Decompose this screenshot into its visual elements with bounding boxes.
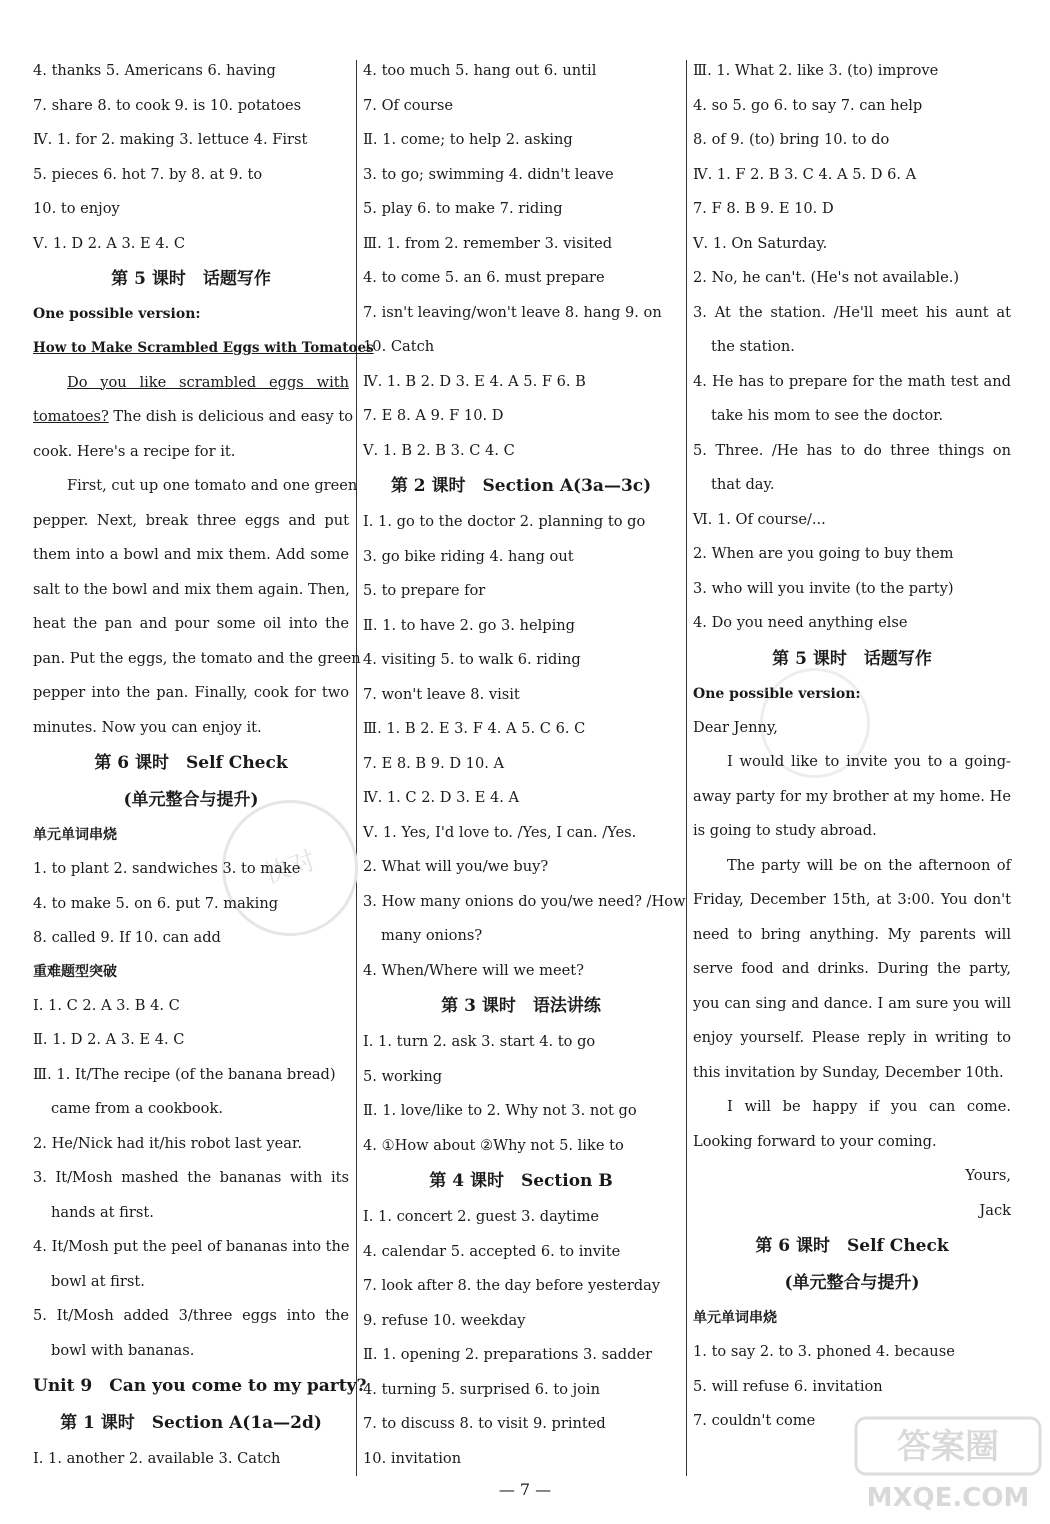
answer-line-text: 4. It/Mosh put the peel of bananas into the [33,1238,350,1255]
section-heading [693,1265,1011,1302]
section-heading-text: 第 3 课时 语法讲练 [441,996,601,1016]
answer-line-text: 2. No, he can't. (He's not available.) [693,269,960,286]
answer-line [33,1230,349,1265]
answer-line-text: 7. couldn't come [693,1412,816,1429]
answer-line-text: came from a cookbook. [51,1100,223,1117]
answer-line-text: Ⅲ. 1. B 2. E 3. F 4. A 5. C 6. C [363,720,586,737]
answer-line-text: 7. Of course [363,96,454,114]
answer-line-text: 4. ①How about ②Why not 5. like to [363,1136,624,1154]
answer-line-text: 2. What will you/we buy? [363,858,549,875]
answer-line [33,1442,349,1477]
answer-line-text: Ⅴ. 1. Yes, I'd love to. /Yes, I can. /Yes. [363,823,637,841]
answer-line-text: 4. When/Where will we meet? [363,961,584,979]
answer-line-text: 2. When are you going to buy them [693,545,954,562]
paragraph-line-text: I will be happy if you can come. [727,1098,1011,1115]
answer-line-text: 4. visiting 5. to walk 6. riding [363,651,581,668]
answer-line [363,1025,679,1060]
watermark-text: 答案圈 [897,1427,999,1467]
answer-line [33,676,349,711]
answer-line-text: minutes. Now you can enjoy it. [33,718,262,736]
answer-line [693,261,1011,296]
answer-line [693,434,1011,469]
answer-line-text: 5. to prepare for [363,582,486,599]
answer-line [693,952,1011,987]
answer-line [363,816,679,851]
section-heading [363,1163,679,1200]
answer-line-text: 1. to say 2. to 3. phoned 4. because [693,1343,955,1360]
answer-line-text: 10. Catch [363,338,435,355]
answer-line-text: bowl at first. [51,1272,145,1290]
subheading-text: 重难题型突破 [33,963,117,980]
answer-line [33,989,349,1024]
answer-line [693,987,1011,1022]
answer-line [693,537,1011,572]
answer-line [363,330,679,365]
paragraph-line-text: First, cut up one tomato and one green [67,477,358,494]
answer-line [693,1056,1011,1091]
answer-line [363,678,679,713]
answer-line [33,504,349,539]
answer-line-text: hands at first. [51,1203,154,1221]
answer-line-text: is going to study abroad. [693,822,877,839]
answer-line [363,609,679,644]
signature-line-text: Jack [979,1201,1011,1219]
answer-line-text: 3. who will you invite (to the party) [693,579,954,597]
answer-line [693,89,1011,124]
answer-line-text: 3. At the station. /He'll meet his aunt at [693,303,1011,321]
answer-line [693,1370,1011,1405]
answer-line-text: Ⅳ. 1. B 2. D 3. E 4. A 5. F 6. B [363,372,586,390]
answer-line [693,1335,1011,1370]
answer-line-text: cook. Here's a recipe for it. [33,442,236,460]
answer-line [693,780,1011,815]
answer-line-text: 4. thanks 5. Americans 6. having [33,62,276,79]
answer-line [363,574,679,609]
watermark-site: MXQE.COM [866,1483,1030,1513]
answer-line [693,606,1011,641]
paragraph-line-text: The party will be on the afternoon of [727,856,1011,874]
answer-line [33,1161,349,1196]
section-heading-text: 第 4 课时 Section B [429,1171,613,1191]
subheading-text: One possible version: [693,685,861,702]
watermark-logo [850,1408,1046,1518]
answer-line [33,1196,349,1231]
unit-heading-text: Unit 9 Can you come to my party? [33,1376,367,1396]
paragraph-line-text: tomatoes? The dish is delicious and easy to [33,408,354,425]
answer-line-text: Ⅱ. 1. opening 2. preparations 3. sadder [363,1346,653,1363]
answer-line-text: Ⅰ. 1. turn 2. ask 3. start 4. to go [363,1033,596,1050]
section-heading-text: 第 5 课时 话题写作 [772,648,932,669]
answer-line-text: that day. [711,476,775,493]
section-heading [363,468,679,505]
answer-line-text: 1. to plant 2. sandwiches 3. to make [33,860,301,877]
paragraph-line [33,469,358,504]
answer-line [363,158,679,193]
answer-line [363,747,679,782]
section-heading-text: 第 6 课时 Self Check [755,1236,949,1256]
answer-line [693,1021,1011,1056]
answer-line-text: heat the pan and pour some oil into the [33,615,349,632]
answer-line [33,1092,349,1127]
answer-line-text: 9. refuse 10. weekday [363,1311,526,1329]
paragraph-line [693,745,1011,780]
section-heading-text: (单元整合与提升) [784,1273,920,1293]
answer-line [363,434,679,469]
answer-line-text: them into a bowl and mix them. Add some [33,546,349,563]
answer-line [363,1338,679,1373]
answer-line [33,1265,349,1300]
answer-line-text: Ⅵ. 1. Of course/... [693,510,826,528]
answer-line [363,1304,679,1339]
answer-line [693,399,1011,434]
answer-line [693,572,1011,607]
answer-line [363,712,679,747]
answer-line-text: Ⅲ. 1. What 2. like 3. (to) improve [693,62,939,79]
answer-line-text: take his mom to see the doctor. [711,407,944,424]
paragraph-line [33,366,349,401]
answer-line-text: this invitation by Sunday, December 10th. [693,1063,1004,1081]
answer-line [33,123,349,158]
answer-line [693,192,1011,227]
answer-line [33,1127,349,1162]
answer-line-text: 4. so 5. go 6. to say 7. can help [693,96,923,114]
answer-line [363,1442,679,1477]
answer-line [693,123,1011,158]
answer-line-text: salt to the bowl and mix them again. Then, [33,580,350,598]
answer-line [33,54,349,89]
answer-line [363,1407,679,1442]
answer-line [33,921,349,956]
answer-line-text: need to bring anything. My parents will [693,925,1011,943]
answer-line [693,503,1011,538]
answer-line-text: 3. go bike riding 4. hang out [363,547,574,565]
answer-line-text: 10. to enjoy [33,200,120,217]
answer-line-text: Ⅲ. 1. from 2. remember 3. visited [363,234,613,252]
answer-line-text: 8. called 9. If 10. can add [33,929,221,946]
subheading [693,678,1011,711]
answer-line-text: bowl with bananas. [51,1341,195,1359]
essay-title [33,331,374,366]
answer-line-text: you can sing and dance. I am sure you will [693,994,1011,1012]
column-divider-2 [686,60,687,1476]
subheading [33,956,349,989]
answer-line-text: 5. Three. /He has to do three things on [693,441,1011,459]
answer-line-text: 3. How many onions do you/we need? /How [363,892,686,910]
answer-line-text: Ⅴ. 1. B 2. B 3. C 4. C [363,441,515,459]
answer-line-text: 7. share 8. to cook 9. is 10. potatoes [33,96,302,114]
answer-line-text: 4. He has to prepare for the math test and [693,372,1011,390]
section-heading [33,261,349,298]
signature-line [693,1159,1011,1194]
section-heading [363,988,679,1025]
answer-line-text: Ⅳ. 1. F 2. B 3. C 4. A 5. D 6. A [693,165,917,183]
unit-heading [33,1368,367,1405]
subheading-text: 单元单词串烧 [693,1310,777,1326]
answer-line-text: 4. calendar 5. accepted 6. to invite [363,1242,621,1260]
answer-line-text: Ⅱ. 1. D 2. A 3. E 4. C [33,1031,185,1048]
answer-line [33,435,349,470]
answer-line [363,123,679,158]
answer-line [363,919,679,954]
section-heading-text: 第 6 课时 Self Check [94,753,288,773]
answer-line-text: 10. invitation [363,1449,462,1467]
section-heading [693,641,1011,678]
paragraph-line [693,849,1011,884]
answer-line [693,365,1011,400]
answer-line-text: 4. to come 5. an 6. must prepare [363,269,605,286]
answer-line [363,296,679,331]
section-heading-text: 第 2 课时 Section A(3a—3c) [390,476,652,496]
answer-line-text: Ⅱ. 1. to have 2. go 3. helping [363,616,576,634]
answer-line-text: Ⅲ. 1. It/The recipe (of the banana bread) [33,1065,336,1083]
answer-line-text: 5. will refuse 6. invitation [693,1377,883,1395]
subheading-text: One possible version: [33,306,201,322]
answer-line-text: Ⅰ. 1. another 2. available 3. Catch [33,1450,281,1467]
answer-line [33,642,361,677]
answer-line [363,365,679,400]
answer-line [363,1269,679,1304]
answer-line [363,505,679,540]
answer-column-2 [363,54,686,1476]
answer-line [693,468,1011,503]
answer-line-text: 8. of 9. (to) bring 10. to do [693,131,890,148]
subheading [693,1302,1011,1335]
answer-line-text: Ⅳ. 1. for 2. making 3. lettuce 4. First [33,131,308,148]
answer-line [363,1060,679,1095]
answer-line-text: Looking forward to your coming. [693,1132,937,1150]
answer-line-text: away party for my brother at my home. He [693,787,1011,805]
section-heading-text: 第 1 课时 Section A(1a—2d) [60,1413,322,1433]
answer-line [33,852,349,887]
answer-line [363,227,679,262]
answer-line [33,711,349,746]
answer-line [33,158,349,193]
answer-line [33,1334,349,1369]
answer-line [693,1125,1011,1160]
answer-line [363,54,679,89]
answer-line [33,887,349,922]
answer-line [363,89,679,124]
answer-line [363,399,679,434]
answer-line [363,1129,679,1164]
answer-line-text: serve food and drinks. During the party, [693,960,1011,977]
answer-line-text: Ⅰ. 1. concert 2. guest 3. daytime [363,1208,600,1225]
answer-line-text: 7. isn't leaving/won't leave 8. hang 9. on [363,303,662,321]
answer-line [33,192,349,227]
answer-line-text: Ⅱ. 1. come; to help 2. asking [363,131,573,148]
answer-line [363,192,679,227]
answer-line [33,89,349,124]
answer-line [693,711,1011,746]
subheading [33,819,349,852]
paragraph-line-text: Do you like scrambled eggs with [67,373,349,391]
answer-line [693,918,1011,953]
answer-line-text: pepper. Next, break three eggs and put [33,511,349,529]
section-heading [693,1228,1011,1265]
answer-line [363,1373,679,1408]
answer-line-text: 5. pieces 6. hot 7. by 8. at 9. to [33,165,263,183]
answer-line-text: 7. E 8. B 9. D 10. A [363,754,505,772]
answer-line-text: 7. look after 8. the day before yesterday [363,1277,661,1294]
answer-line-text: 5. working [363,1067,443,1085]
section-heading [33,745,349,782]
signature-line-text: Yours, [965,1167,1011,1184]
answer-line-text: 4. to make 5. on 6. put 7. making [33,894,279,912]
answer-line-text: Ⅰ. 1. C 2. A 3. B 4. C [33,996,180,1014]
answer-line [33,1058,349,1093]
answer-line-text: 5. It/Mosh added 3/three eggs into the [33,1307,349,1324]
answer-line [693,158,1011,193]
paragraph-line-text: I would like to invite you to a going- [727,753,1011,770]
answer-line [33,1299,349,1334]
answer-line [33,607,349,642]
paragraph-line [693,1090,1011,1125]
answer-line-text: 4. turning 5. surprised 6. to join [363,1380,600,1398]
page-number: — 7 — [498,1480,552,1499]
answer-line-text: 2. He/Nick had it/his robot last year. [33,1134,303,1152]
answer-line [33,227,349,262]
answer-line-text: pepper into the pan. Finally, cook for two [33,684,349,701]
answer-line [363,781,679,816]
signature-line [693,1194,1011,1229]
answer-line-text: 7. F 8. B 9. E 10. D [693,200,834,217]
answer-line-text: Dear Jenny, [693,718,778,736]
answer-line-text: Ⅰ. 1. go to the doctor 2. planning to go [363,513,646,530]
answer-line-text: 3. It/Mosh mashed the bananas with its [33,1169,349,1186]
answer-line-text: many onions? [381,927,483,944]
answer-column-1 [33,54,374,1477]
answer-line-text: 5. play 6. to make 7. riding [363,200,563,217]
answer-line [693,296,1011,331]
section-heading [33,782,349,819]
answer-line [363,1094,679,1129]
section-heading [33,1405,349,1442]
section-heading-text: 第 5 课时 话题写作 [111,269,271,289]
answer-line-text: Friday, December 15th, at 3:00. You don't [693,891,1011,908]
answer-line-text: the station. [711,338,795,355]
answer-line-text: 4. Do you need anything else [693,614,908,631]
answer-line-text: pan. Put the eggs, the tomato and the green [33,649,361,667]
answer-line [693,54,1011,89]
answer-column-3 [693,54,1011,1439]
answer-line [363,885,686,920]
answer-line-text: 7. won't leave 8. visit [363,685,520,703]
answer-line [363,1235,679,1270]
subheading [33,298,349,331]
answer-line [33,1023,349,1058]
column-divider-1 [356,60,357,1476]
essay-title-text: How to Make Scrambled Eggs with Tomatoes [33,340,374,356]
paragraph-line [33,400,354,435]
answer-line [363,540,679,575]
answer-line [363,1200,679,1235]
answer-line-text: 4. too much 5. hang out 6. until [363,62,597,79]
answer-line-text: Ⅴ. 1. D 2. A 3. E 4. C [33,234,186,252]
answer-line [693,814,1011,849]
answer-line [693,883,1011,918]
answer-line [363,850,679,885]
faint-stamp-mark: 快对 [204,782,375,953]
subheading-text: 单元单词串烧 [33,827,117,843]
answer-line-text: Ⅱ. 1. love/like to 2. Why not 3. not go [363,1102,637,1119]
answer-line [693,330,1011,365]
answer-line-text: enjoy yourself. Please reply in writing to [693,1029,1011,1046]
answer-line [363,643,679,678]
answer-line [33,538,349,573]
answer-line [363,954,679,989]
answer-line-text: Ⅳ. 1. C 2. D 3. E 4. A [363,789,520,806]
section-heading-text: (单元整合与提升) [123,790,259,810]
answer-line-text: 7. to discuss 8. to visit 9. printed [363,1415,606,1432]
answer-line-text: Ⅴ. 1. On Saturday. [693,234,828,252]
answer-line-text: 3. to go; swimming 4. didn't leave [363,165,614,183]
answer-line [363,261,679,296]
answer-line [33,573,349,608]
answer-line-text: 7. E 8. A 9. F 10. D [363,407,504,424]
answer-line [693,227,1011,262]
